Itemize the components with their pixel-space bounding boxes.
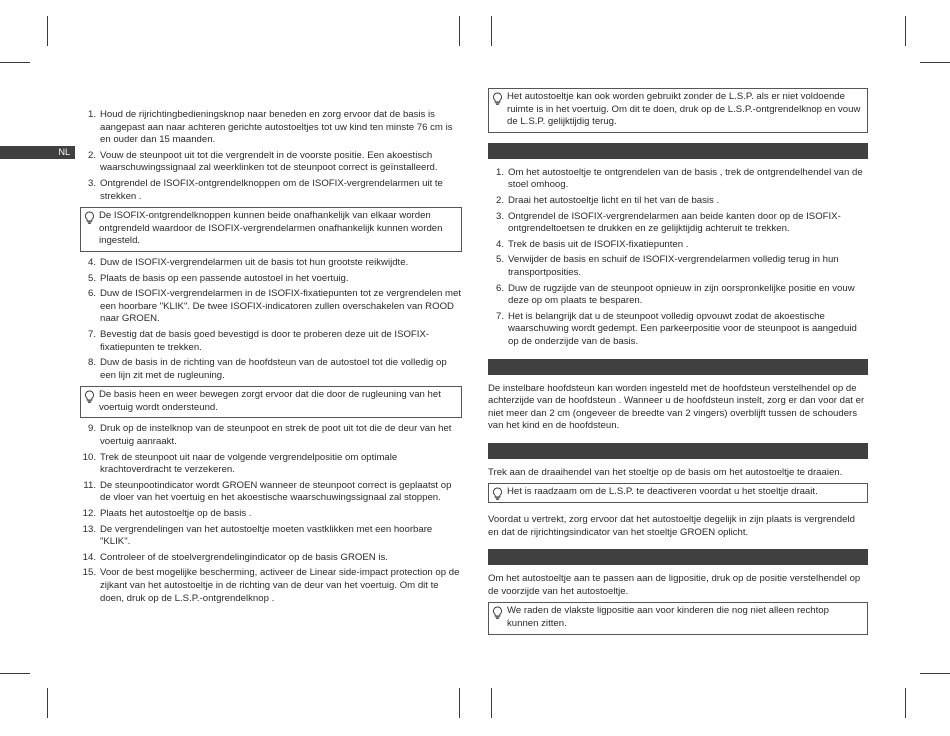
crop-mark-bottom-left-v [47,688,48,718]
crop-mark-bottom-right-v [905,688,906,718]
installation-steps-b [80,257,462,382]
note-box: We raden de vlakste ligpositie aan voor kinderen die nog niet alleen rechtop kunnen zitten. [488,602,868,634]
crop-mark-bottom-left-h [0,673,30,674]
section-header-bar [488,143,868,159]
list-item: 3. Ontgrendel de ISOFIX-vergrendelarmen aan beide kanten door op de ISOFIX-ontgrendeltoetsen te drukken en ze gelijktijdig achteruit te trekken. [495,210,841,235]
list-item: 3. Ontgrendel de ISOFIX-ontgrendelknoppen om de ISOFIX-vergrendelarmen uit te strekken . [87,177,443,202]
left-page [80,109,462,608]
list-item: 7. Het is belangrijk dat u de steunpoot volledig opvouwt zodat de akoestische waarschuwing wordt gedempt. Een parkeerpositie voor de steunpoot is aangeduid op de onderzijde van de basis. [495,310,857,347]
crop-mark-top-right-v [905,16,906,46]
note-box: De basis heen en weer bewegen zorgt ervoor dat die door de rugleuning van het voertuig wordt ondersteund. [80,386,462,418]
installation-steps-a [80,109,462,203]
crop-mark-top-left-v [47,16,48,46]
note-box: De ISOFIX-ontgrendelknoppen kunnen beide onafhankelijk van elkaar worden ontgrendeld waardoor de ISOFIX-vergrendelarmen onafhankelijk kunnen worden ingesteld. [80,207,462,252]
list-item: 14. Controleer of de stoelvergrendelingindicator op de basis GROEN is. [82,551,388,563]
lightbulb-icon [492,606,503,619]
list-item: 5. Plaats de basis op een passende autostoel in het voertuig. [87,272,349,284]
crop-mark-top-mid-v2 [491,16,492,46]
section-header-bar [488,549,868,565]
lightbulb-icon [492,92,503,105]
crop-mark-bottom-mid-v2 [491,688,492,718]
section-header-bar [488,359,868,375]
list-item: 4. Duw de ISOFIX-vergrendelarmen uit de basis tot hun grootste reikwijdte. [87,256,409,268]
list-item: 8. Duw de basis in de richting van de hoofdsteun van de autostoel tot die volledig op een lijn zit met de rugleuning. [87,357,447,381]
list-item: 15. Voor de best mogelijke bescherming, activeer de Linear side-impact protection op de zijkant van het autostoeltje in de richting van de deur van het voertuig. Om dit te doen, druk op de L.S.P.-ontgrendelknop . [82,567,460,604]
recline-paragraph: Om het autostoeltje aan te passen aan de ligpositie, druk op de positie verstelhendel op de voorzijde van het autostoeltje. [488,573,861,597]
crop-mark-bottom-right-h [920,673,950,674]
list-item: 2. Draai het autostoeltje licht en til het van de basis . [495,194,720,206]
headrest-paragraph: De instelbare hoofdsteun kan worden ingesteld met de hoofdsteun verstelhendel op de achterzijde van de hoofdsteun . Wanneer u de hoofdsteun instelt, zorg er dan voor dat er niet meer dan 2 cm (ongeveer de breedte van 2 vingers) overblijft tussen de schouders van het kind en de hoofdsteun. [488,382,865,432]
rotate-paragraph: Trek aan de draaihendel van het stoeltje op de basis om het autostoeltje te draaien. [488,466,843,478]
list-item: 13. De vergrendelingen van het autostoeltje moeten vastklikken met een hoorbare "KLIK". [82,523,433,548]
list-item: 5. Verwijder de basis en schuif de ISOFIX-vergrendelarmen volledig terug in hun transportposities. [495,254,839,278]
list-item: 6. Duw de rugzijde van de steunpoot opnieuw in zijn oorspronkelijke positie en vouw deze op om plaats te besparen. [495,282,855,307]
crop-mark-top-right-h [920,62,950,63]
installation-steps-c [80,423,462,605]
list-item: 10. Trek de steunpoot uit naar de volgende vergrendelpositie om optimale krachtoverdracht te verzekeren. [82,451,398,476]
list-item: 9. Druk op de instelknop van de steunpoot en strek de poot uit tot die de deur van het voertuig aanraakt. [87,423,452,448]
list-item: 6. Duw de ISOFIX-vergrendelarmen in de ISOFIX-fixatiepunten tot ze vergrendelen met een hoorbare "KLIK". De twee ISOFIX-indicatoren zullen overschakelen van ROOD naar GROEN. [87,288,462,325]
crop-mark-top-mid-v1 [459,16,460,46]
removal-steps [488,167,868,349]
crop-mark-top-left-h [0,62,30,63]
note-box: Het autostoeltje kan ook worden gebruikt zonder de L.S.P. als er niet voldoende ruimte is in het voertuig. Om dit te doen, druk op de L.S.P.-ontgrendelknop en vouw de L.S.P. gelijktijdig terug. [488,88,868,133]
list-item: 7. Bevestig dat de basis goed bevestigd is door te proberen deze uit de ISOFIX-fixatiepunten te trekken. [87,328,430,353]
list-item: 1. Om het autostoeltje te ontgrendelen van de basis , trek de ontgrendelhendel van de stoel omhoog. [495,166,863,191]
lightbulb-icon [84,390,95,403]
note-box: Het is raadzaam om de L.S.P. te deactiveren voordat u het stoeltje draait. [488,483,868,503]
list-item: 12. Plaats het autostoeltje op de basis . [82,508,252,520]
right-page [488,88,868,640]
crop-mark-bottom-mid-v1 [459,688,460,718]
section-header-bar [488,443,868,459]
before-driving-paragraph: Voordat u vertrekt, zorg ervoor dat het autostoeltje degelijk in zijn plaats is vergrendeld en dat de rijrichtingsindicator van het stoeltje GROEN oplicht. [488,514,855,538]
list-item: 11. De steunpootindicator wordt GROEN wanneer de steunpoot correct is geplaatst op de vloer van het voertuig en het akoestische waarschuwingssignaal zal stoppen. [83,479,452,504]
list-item: 1. Houd de rijrichtingbedieningsknop naar beneden en zorg ervoor dat de basis is aangepast aan naar achteren gerichte autostoeltjes tot uw kind ten minste 76 cm is en ouder dan 15 maanden. [87,109,453,146]
lightbulb-icon [492,487,503,500]
list-item: 4. Trek de basis uit de ISOFIX-fixatiepunten . [495,238,689,250]
list-item: 2. Vouw de steunpoot uit tot die vergrendelt in de voorste positie. Een akoestisch waarschuwingssignaal zal weerklinken tot de steunpoot correct is geïnstalleerd. [87,149,438,174]
language-tab: NL [0,146,75,159]
lightbulb-icon [84,211,95,224]
